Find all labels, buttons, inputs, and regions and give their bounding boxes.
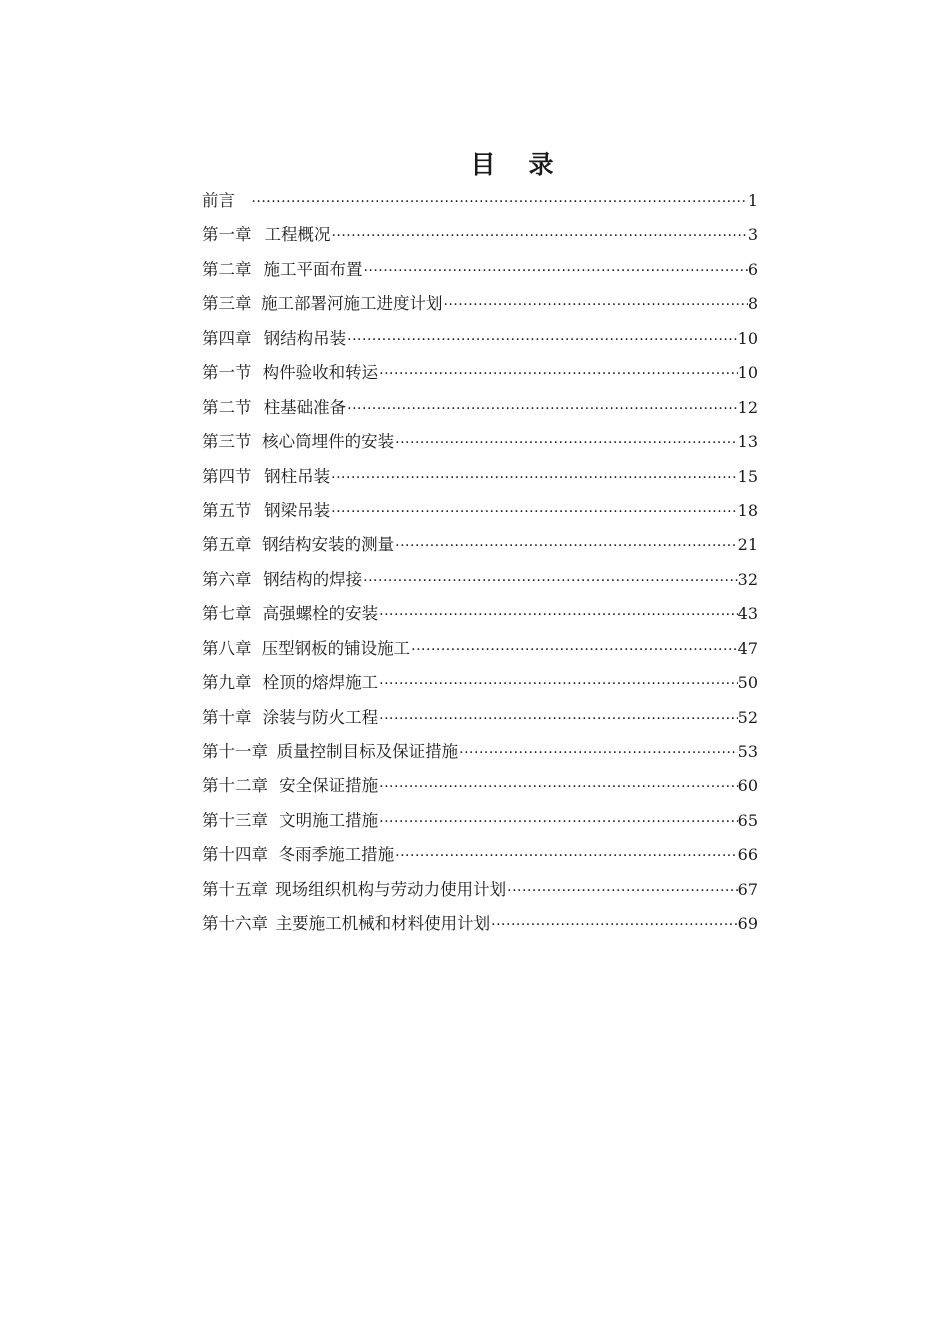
toc-entry-title: 钢柱吊装 xyxy=(264,466,331,486)
toc-leader-dots xyxy=(491,908,737,942)
toc-entry-label: 前言 xyxy=(202,191,235,210)
toc-entry-title: 质量控制目标及保证措施 xyxy=(276,742,459,761)
toc-entry-label: 第十一章 xyxy=(202,742,268,761)
toc-entry-title: 文明施工措施 xyxy=(279,810,379,830)
toc-entry-title: 压型钢板的铺设施工 xyxy=(261,638,411,658)
toc-entry-label: 第五节 xyxy=(202,500,252,520)
toc-entry-page: 50 xyxy=(737,673,758,693)
toc-entry-label: 第一节 xyxy=(202,363,252,383)
toc-entry-7[interactable] xyxy=(202,391,758,425)
toc-entry-page: 32 xyxy=(737,569,758,589)
toc-entry-title: 安全保证措施 xyxy=(279,776,379,796)
toc-entry-page: 18 xyxy=(737,500,758,520)
toc-entry-title: 主要施工机械和材料使用计划 xyxy=(275,914,491,934)
toc-entry-20[interactable] xyxy=(202,838,758,872)
toc-entry-title: 柱基础准备 xyxy=(263,397,347,417)
toc-entry-title: 工程概况 xyxy=(264,225,331,245)
toc-entry-page: 67 xyxy=(737,879,758,899)
toc-leader-dots xyxy=(379,702,738,736)
toc-entry-14[interactable] xyxy=(202,632,758,666)
toc-entry-page: 1 xyxy=(747,191,758,210)
toc-leader-dots xyxy=(379,770,738,804)
toc-leader-dots xyxy=(379,805,738,839)
toc-entry-label: 第四章 xyxy=(202,328,252,348)
toc-entry-10[interactable] xyxy=(202,494,758,528)
toc-leader-dots xyxy=(347,392,738,426)
toc-entry-label: 第三章 xyxy=(202,294,252,314)
toc-entry-page: 10 xyxy=(737,328,758,348)
toc-leader-dots xyxy=(459,736,737,770)
toc-entry-4[interactable] xyxy=(202,287,758,321)
toc-entry-label: 第七章 xyxy=(202,604,252,624)
toc-entry-label: 第十四章 xyxy=(202,845,268,865)
toc-entry-page: 3 xyxy=(747,225,758,245)
toc-entry-label: 第三节 xyxy=(202,432,252,452)
toc-entry-3[interactable] xyxy=(202,253,758,287)
toc-entry-label: 第十章 xyxy=(202,707,252,727)
toc-entry-label: 第九章 xyxy=(202,673,252,693)
toc-entry-page: 47 xyxy=(737,638,758,658)
toc-entry-label: 第四节 xyxy=(202,466,252,486)
toc-entry-2[interactable] xyxy=(202,218,758,252)
toc-entry-title: 现场组织机构与劳动力使用计划 xyxy=(275,879,507,899)
toc-leader-dots xyxy=(395,839,738,873)
toc-leader-dots xyxy=(331,495,738,529)
toc-entry-page: 52 xyxy=(737,707,758,727)
toc-entry-page: 69 xyxy=(737,914,758,934)
toc-entry-17[interactable] xyxy=(202,735,758,769)
toc-leader-dots xyxy=(251,185,747,219)
toc-entry-title: 构件验收和转运 xyxy=(262,363,379,383)
toc-entry-page: 65 xyxy=(737,810,758,830)
toc-entry-page: 10 xyxy=(737,363,758,383)
toc-leader-dots xyxy=(443,288,747,322)
toc-entry-label: 第十六章 xyxy=(202,914,268,934)
toc-entry-label: 第八章 xyxy=(202,638,252,658)
toc-leader-dots xyxy=(411,633,738,667)
toc-entry-12[interactable] xyxy=(202,563,758,597)
toc-entry-16[interactable] xyxy=(202,701,758,735)
toc-entry-title: 核心筒埋件的安装 xyxy=(262,432,395,452)
table-of-contents xyxy=(202,184,758,942)
toc-leader-dots xyxy=(363,564,738,598)
toc-entry-label: 第十五章 xyxy=(202,879,268,899)
toc-entry-label: 第二节 xyxy=(202,397,252,417)
toc-entry-6[interactable] xyxy=(202,356,758,390)
toc-entry-title: 高强螺栓的安装 xyxy=(262,604,379,624)
toc-entry-page: 12 xyxy=(737,397,758,417)
toc-leader-dots xyxy=(363,254,747,288)
toc-leader-dots xyxy=(395,426,738,460)
toc-entry-15[interactable] xyxy=(202,666,758,700)
toc-entry-page: 43 xyxy=(737,604,758,624)
toc-entry-page: 15 xyxy=(737,466,758,486)
toc-entry-title: 施工平面布置 xyxy=(263,259,363,279)
toc-leader-dots xyxy=(379,357,738,391)
toc-entry-11[interactable] xyxy=(202,528,758,562)
toc-entry-label: 第十二章 xyxy=(202,776,268,796)
toc-entry-18[interactable] xyxy=(202,769,758,803)
toc-entry-title: 钢结构安装的测量 xyxy=(262,535,395,555)
toc-leader-dots xyxy=(347,323,738,357)
toc-leader-dots xyxy=(507,874,737,908)
toc-entry-1[interactable] xyxy=(202,184,758,218)
toc-entry-9[interactable] xyxy=(202,460,758,494)
toc-entry-page: 13 xyxy=(737,432,758,452)
toc-leader-dots xyxy=(395,529,738,563)
toc-leader-dots xyxy=(379,667,738,701)
toc-entry-page: 8 xyxy=(747,294,758,314)
toc-entry-title: 钢结构吊装 xyxy=(263,328,347,348)
toc-entry-page: 66 xyxy=(737,845,758,865)
toc-entry-8[interactable] xyxy=(202,425,758,459)
toc-entry-19[interactable] xyxy=(202,804,758,838)
toc-entry-title: 涂装与防火工程 xyxy=(262,707,379,727)
toc-entry-label: 第一章 xyxy=(202,225,252,245)
toc-leader-dots xyxy=(379,598,738,632)
toc-leader-dots xyxy=(331,461,738,495)
toc-entry-title: 钢梁吊装 xyxy=(264,500,331,520)
toc-entry-22[interactable] xyxy=(202,907,758,941)
toc-entry-page: 21 xyxy=(737,535,758,555)
toc-entry-label: 第二章 xyxy=(202,259,252,279)
toc-entry-title: 钢结构的焊接 xyxy=(263,569,363,589)
toc-leader-dots xyxy=(331,219,747,253)
toc-entry-13[interactable] xyxy=(202,597,758,631)
toc-entry-title: 施工部署河施工进度计划 xyxy=(260,294,443,314)
toc-entry-page: 6 xyxy=(747,259,758,279)
toc-title: 目 录 xyxy=(470,149,558,179)
toc-entry-title: 冬雨季施工措施 xyxy=(278,845,395,865)
toc-entry-page: 53 xyxy=(737,742,758,761)
toc-entry-label: 第五章 xyxy=(202,535,252,555)
toc-entry-5[interactable] xyxy=(202,322,758,356)
toc-entry-title: 栓顶的熔焊施工 xyxy=(262,673,379,693)
toc-entry-label: 第六章 xyxy=(202,569,252,589)
toc-entry-page: 60 xyxy=(737,776,758,796)
toc-entry-label: 第十三章 xyxy=(202,810,268,830)
toc-entry-21[interactable] xyxy=(202,873,758,907)
